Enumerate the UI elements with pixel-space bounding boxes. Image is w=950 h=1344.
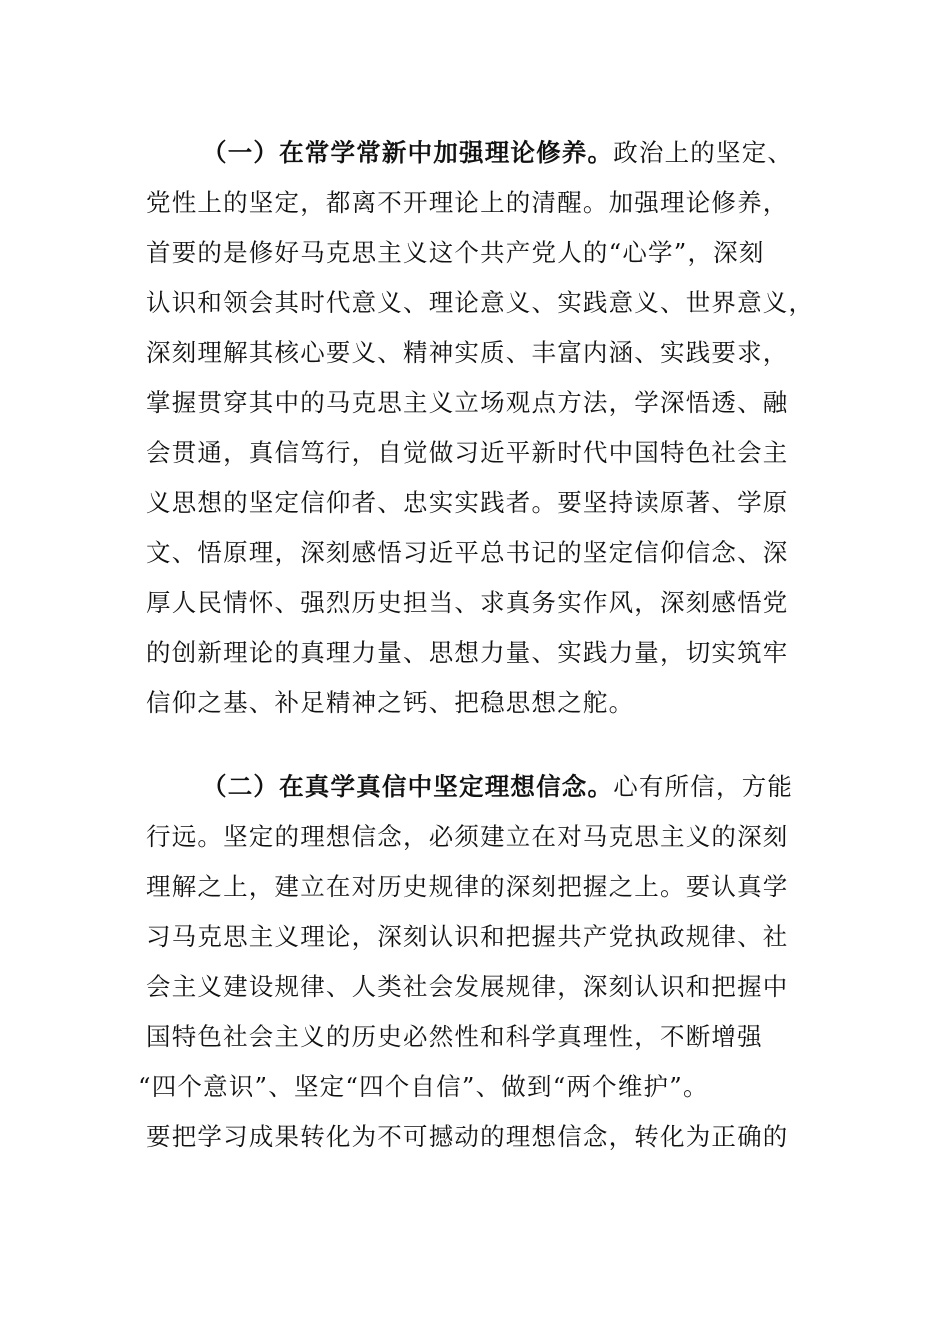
text-line: 首要的是修好马克思主义这个共产党人的“心学”，深刻 bbox=[146, 238, 765, 267]
text-line: 行远。坚定的理想信念，必须建立在对马克思主义的深刻 bbox=[146, 822, 789, 851]
text-line: 要把学习成果转化为不可撼动的理想信念，转化为正确的 bbox=[146, 1122, 789, 1151]
text-line: 深刻理解其核心要义、精神实质、丰富内涵、实践要求， bbox=[146, 338, 789, 367]
text-line: 会主义建设规律、人类社会发展规律，深刻认识和把握中 bbox=[146, 972, 789, 1001]
section-1-first-line-text: 政治上的坚定、 bbox=[613, 138, 794, 167]
text-line: 厚人民情怀、强烈历史担当、求真务实作风，深刻感悟党 bbox=[146, 588, 789, 617]
text-line: 掌握贯穿其中的马克思主义立场观点方法，学深悟透、融 bbox=[146, 388, 789, 417]
section-2-heading: （二）在真学真信中坚定理想信念。 bbox=[202, 772, 614, 801]
text-line: 习马克思主义理论，深刻认识和把握共产党执政规律、社 bbox=[146, 922, 789, 951]
text-line: 的创新理论的真理力量、思想力量、实践力量，切实筑牢 bbox=[146, 638, 789, 667]
text-line: 信仰之基、补足精神之钙、把稳思想之舵。 bbox=[146, 688, 635, 717]
text-line: 文、悟原理，深刻感悟习近平总书记的坚定信仰信念、深 bbox=[146, 538, 789, 567]
text-line: 理解之上，建立在对历史规律的深刻把握之上。要认真学 bbox=[146, 872, 789, 901]
text-line: “四个意识”、坚定“四个自信”、做到“两个维护”。 bbox=[138, 1072, 709, 1101]
section-2-first-line bbox=[202, 768, 793, 803]
text-line: 国特色社会主义的历史必然性和科学真理性，不断增强 bbox=[146, 1022, 763, 1051]
text-line: 认识和领会其时代意义、理论意义、实践意义、世界意义， bbox=[146, 288, 815, 317]
text-line: 义思想的坚定信仰者、忠实实践者。要坚持读原著、学原 bbox=[146, 488, 789, 517]
section-2-first-line-text: 心有所信，方能 bbox=[613, 772, 794, 801]
text-line: 会贯通，真信笃行，自觉做习近平新时代中国特色社会主 bbox=[146, 438, 789, 467]
text-line: 党性上的坚定，都离不开理论上的清醒。加强理论修养， bbox=[146, 188, 789, 217]
section-1-heading: （一）在常学常新中加强理论修养。 bbox=[202, 138, 614, 167]
section-1-first-line bbox=[202, 134, 793, 169]
